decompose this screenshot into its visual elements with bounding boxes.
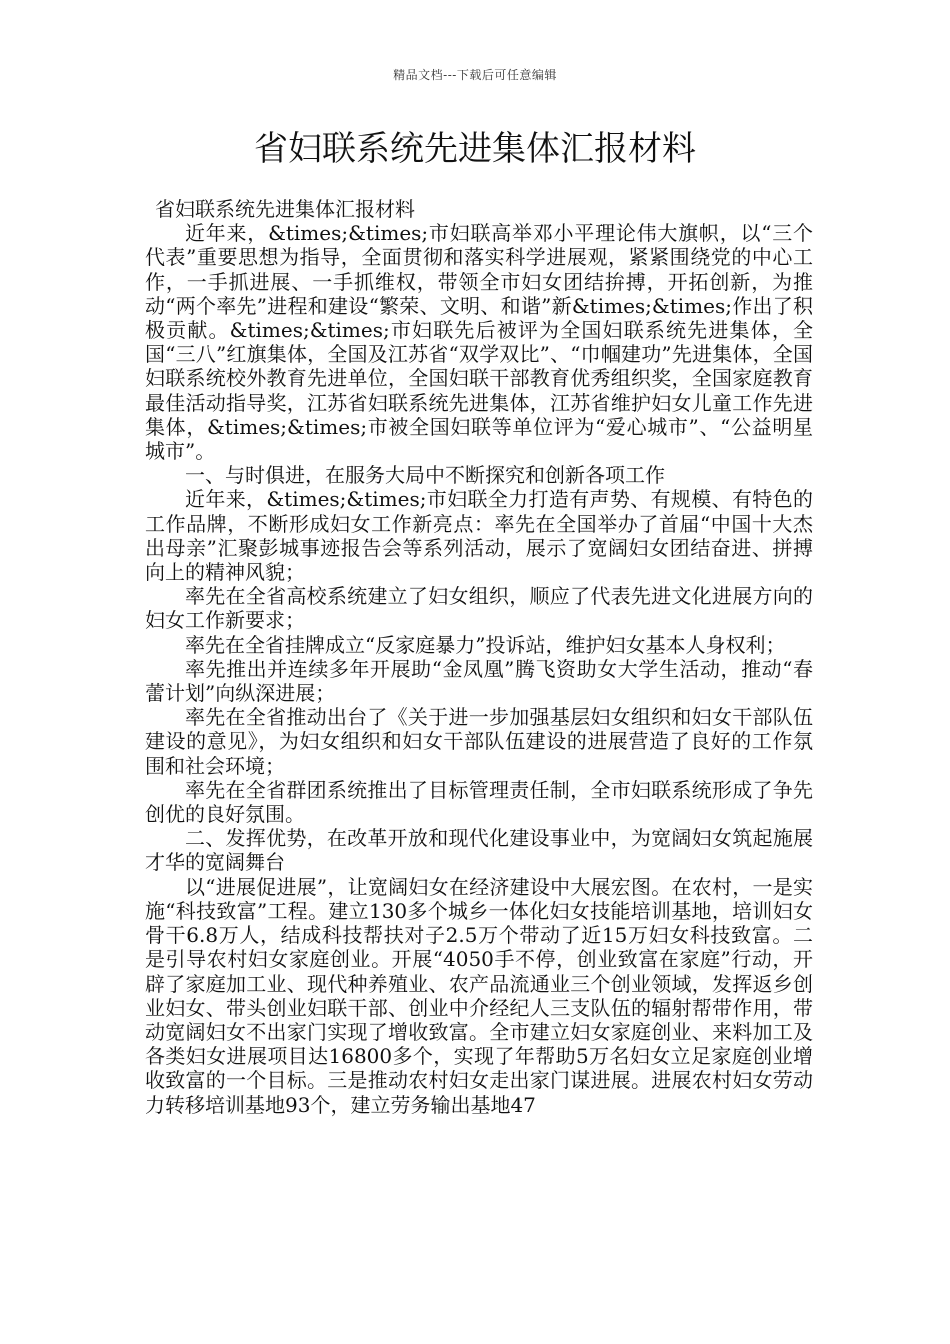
section-heading-2: 二、发挥优势，在改革开放和现代化建设事业中，为宽阔妇女筑起施展才华的宽阔舞台 — [145, 826, 813, 875]
paragraph-intro: 近年来，&times;&times;市妇联高举邓小平理论伟大旗帜，以“三个代表”重要思想为指导，全面贯彻和落实科学进展观，紧紧围绕党的中心工作，一手抓进展、一手抓维权，带领全市妇女团结拚搏，开拓创新，为推动“两个率先”进程和建设“繁荣、文明、和谐”新&times;&times;作出了积极贡献。&times;&times;市妇联先后被评为全国妇联系统先进集体，全国“三八”红旗集体，全国及江苏省“双学双比”、“巾帼建功”先进集体，全国妇联系统校外教育先进单位，全国妇联干部教育优秀组织奖，全国家庭教育最佳活动指导奖，江苏省妇联系统先进集体，江苏省维护妇女儿童工作先进集体，&times;&times;市被全国妇联等单位评为“爱心城市”、“公益明星城市”。 — [145, 221, 813, 464]
document-title: 省妇联系统先进集体汇报材料 — [254, 129, 696, 169]
paragraph: 以“进展促进展”，让宽阔妇女在经济建设中大展宏图。在农村，一是实施“科技致富”工程。建立130多个城乡一体化妇女技能培训基地，培训妇女骨干6.8万人，结成科技帮扶对子2.5万个带动了近15万妇女科技致富。二是引导农村妇女家庭创业。开展“4050手不停，创业致富在家庭”行动，开辟了家庭加工业、现代种养殖业、农产品流通业三个创业领域，发挥返乡创业妇女、带头创业妇联干部、创业中介经纪人三支队伍的辐射帮带作用，带动宽阔妇女不出家门实现了增收致富。全市建立妇女家庭创业、来料加工及各类妇女进展项目达16800多个，实现了年帮助5万名妇女立足家庭创业增收致富的一个目标。三是推动农村妇女走出家门谋进展。进展农村妇女劳动力转移培训基地93个，建立劳务输出基地47 — [145, 874, 813, 1117]
section-heading-1: 一、与时俱进，在服务大局中不断探究和创新各项工作 — [185, 463, 665, 488]
paragraph: 率先推出并连续多年开展助“金凤凰”腾飞资助女大学生活动，推动“春蕾计划”向纵深进展； — [145, 656, 813, 706]
document-subtitle: 省妇联系统先进集体汇报材料 — [155, 197, 415, 221]
paragraph: 率先在全省群团系统推出了目标管理责任制，全市妇联系统形成了争先创优的良好氛围。 — [145, 777, 813, 827]
document-body — [145, 197, 813, 1117]
paragraph: 近年来，&times;&times;市妇联全力打造有声势、有规模、有特色的工作品牌，不断形成妇女工作新亮点：率先在全国举办了首届“中国十大杰出母亲”汇聚彭城事迹报告会等系列活动，展示了宽阔妇女团结奋进、拼搏向上的精神风貌； — [145, 487, 813, 585]
paragraph: 率先在全省高校系统建立了妇女组织，顺应了代表先进文化进展方向的妇女工作新要求； — [145, 584, 813, 633]
paragraph: 率先在全省推动出台了《关于进一步加强基层妇女组织和妇女干部队伍建设的意见》，为妇女组织和妇女干部队伍建设的进展营造了良好的工作氛围和社会环境； — [145, 705, 813, 778]
page-header-note: 精品文档---下载后可任意编辑 — [393, 68, 557, 82]
paragraph: 率先在全省挂牌成立“反家庭暴力”投诉站，维护妇女基本人身权利； — [185, 632, 786, 657]
